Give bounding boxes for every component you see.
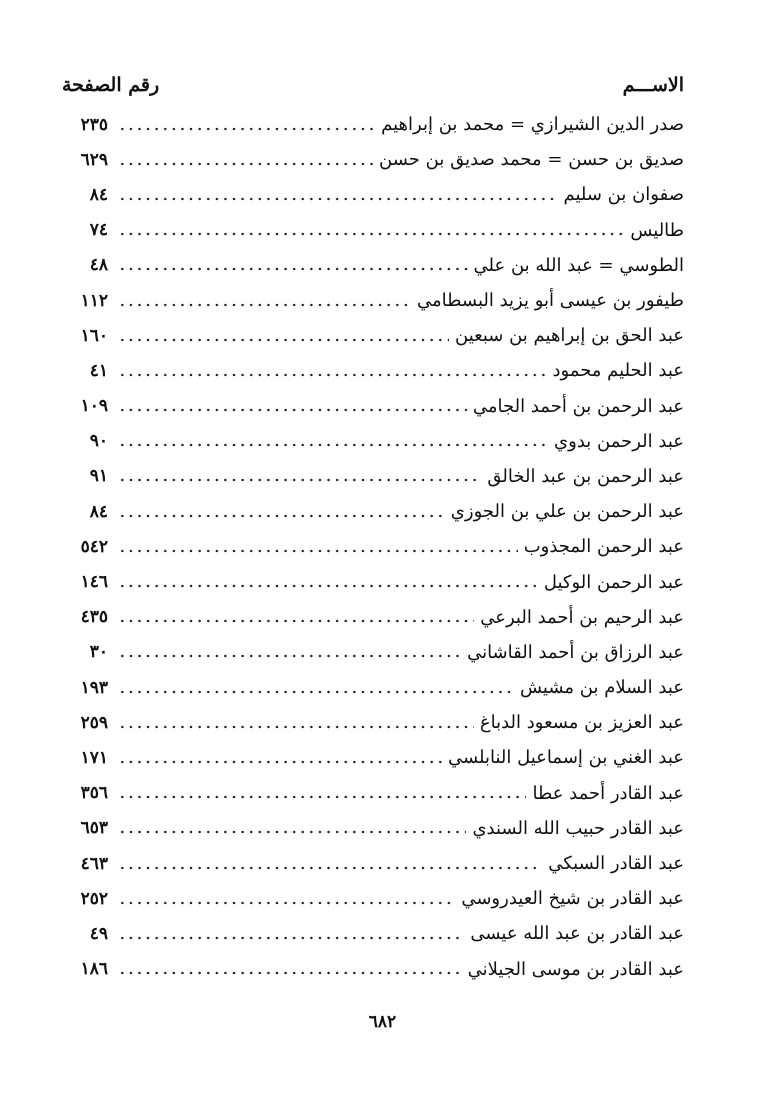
page-number: ٦٨٢ [368, 1012, 397, 1032]
index-entries-list [62, 107, 684, 987]
index-entry [62, 811, 684, 846]
entry-page-number: ٣٠ [89, 642, 108, 663]
entry-name: عبد السلام بن مشيش [519, 677, 684, 699]
dot-leader [118, 511, 445, 521]
dot-leader [118, 757, 442, 767]
entry-page-number: ٧٤ [89, 220, 108, 241]
index-entry [62, 881, 684, 916]
entry-name: عبد الحق بن إبراهيم بن سبعين [455, 325, 684, 347]
entry-page-number: ٦٥٣ [80, 818, 108, 839]
entry-page-number: ١٠٩ [80, 396, 108, 417]
entry-page-number: ٤١ [89, 360, 108, 381]
entry-name: عبد القادر حبيب الله السندي [472, 817, 684, 839]
entry-page-number: ٩١ [89, 466, 108, 487]
index-entry [62, 564, 684, 599]
index-entry [62, 318, 684, 353]
entry-page-number: ١٦٠ [80, 325, 108, 346]
index-entry [62, 529, 684, 564]
entry-name: صدر الدين الشيرازي = محمد بن إبراهيم [381, 114, 684, 136]
dot-leader [118, 722, 474, 732]
entry-name: صديق بن حسن = محمد صديق بن حسن [379, 149, 684, 171]
entry-name: عبد العزيز بن مسعود الدباغ [479, 712, 684, 734]
index-entry [62, 670, 684, 705]
index-entry [62, 142, 684, 177]
entry-name: عبد الرحيم بن أحمد البرعي [480, 606, 684, 628]
entry-page-number: ٢٥٩ [80, 712, 108, 733]
index-entry [62, 248, 684, 283]
entry-page-number: ٥٤٢ [80, 536, 108, 557]
entry-page-number: ١٧١ [80, 747, 108, 768]
index-entry [62, 705, 684, 740]
dot-leader [118, 475, 481, 485]
index-entry [62, 424, 684, 459]
index-entry [62, 459, 684, 494]
dot-leader [118, 616, 474, 626]
entry-name: عبد القادر أحمد عطا [532, 782, 684, 804]
dot-leader [118, 687, 514, 697]
dot-leader [118, 370, 546, 380]
entry-name: عبد الرحمن الوكيل [543, 571, 684, 593]
entry-page-number: ٨٤ [89, 501, 108, 522]
entry-page-number: ٢٣٥ [80, 114, 108, 135]
dot-leader [118, 229, 624, 239]
index-entry [62, 740, 684, 775]
index-entry [62, 776, 684, 811]
entry-page-number: ٤٨ [89, 255, 108, 276]
entry-name: طاليس [630, 219, 684, 241]
entry-name: عبد القادر بن عبد الله عيسى [470, 923, 684, 945]
entry-name: عبد الرحمن بن علي بن الجوزي [450, 501, 684, 523]
dot-leader [118, 194, 557, 204]
entry-page-number: ٦٢٩ [80, 149, 108, 170]
entry-page-number: ٤٩ [89, 923, 108, 944]
entry-page-number: ١٨٦ [80, 959, 108, 980]
entry-page-number: ١١٢ [80, 290, 108, 311]
name-column-heading: الاســـم [622, 74, 684, 96]
index-entry [62, 213, 684, 248]
dot-leader [118, 651, 461, 661]
index-entry [62, 635, 684, 670]
dot-leader [118, 440, 548, 450]
entry-page-number: ١٩٣ [80, 677, 108, 698]
entry-name: عبد الحليم محمود [552, 360, 684, 382]
dot-leader [118, 898, 455, 908]
entry-name: عبد القادر بن شيخ العيدروسي [461, 888, 684, 910]
entry-name: عبد الرزاق بن أحمد القاشاني [467, 641, 684, 663]
entry-name: الطوسي = عبد الله بن علي [473, 254, 684, 276]
dot-leader [118, 792, 526, 802]
index-entry [62, 846, 684, 881]
dot-leader [118, 124, 375, 134]
entry-page-number: ١٤٦ [80, 572, 108, 593]
entry-page-number: ٣٥٦ [80, 783, 108, 804]
index-entry [62, 389, 684, 424]
index-entry [62, 177, 684, 212]
dot-leader [118, 159, 373, 169]
dot-leader [118, 968, 462, 978]
entry-name: طيفور بن عيسى أبو يزيد البسطامي [417, 290, 684, 312]
dot-leader [118, 827, 466, 837]
dot-leader [118, 264, 468, 274]
entry-name: عبد الرحمن المجذوب [523, 536, 684, 558]
dot-leader [118, 405, 467, 415]
index-header [62, 70, 684, 100]
entry-name: عبد الرحمن بدوي [554, 430, 684, 452]
index-entry [62, 916, 684, 951]
entry-name: عبد الرحمن بن أحمد الجامي [472, 395, 684, 417]
index-entry [62, 353, 684, 388]
index-entry [62, 283, 684, 318]
page-column-heading: رقم الصفحة [62, 74, 160, 96]
index-entry [62, 494, 684, 529]
entry-name: عبد الغني بن إسماعيل النابلسي [447, 747, 684, 769]
dot-leader [118, 300, 411, 310]
entry-name: عبد الرحمن بن عبد الخالق [487, 465, 684, 487]
index-entry [62, 107, 684, 142]
dot-leader [118, 335, 449, 345]
dot-leader [118, 933, 464, 943]
dot-leader [118, 581, 538, 591]
dot-leader [118, 546, 518, 556]
index-entry [62, 600, 684, 635]
index-entry [62, 952, 684, 987]
entry-page-number: ٤٣٥ [80, 607, 108, 628]
entry-name: عبد القادر السبكي [548, 853, 684, 875]
entry-page-number: ٩٠ [89, 431, 108, 452]
entry-name: عبد القادر بن موسى الجيلاني [467, 958, 684, 980]
entry-name: صفوان بن سليم [563, 184, 684, 206]
dot-leader [118, 863, 542, 873]
entry-page-number: ٨٤ [89, 184, 108, 205]
entry-page-number: ٤٦٣ [80, 853, 108, 874]
entry-page-number: ٢٥٢ [80, 888, 108, 909]
